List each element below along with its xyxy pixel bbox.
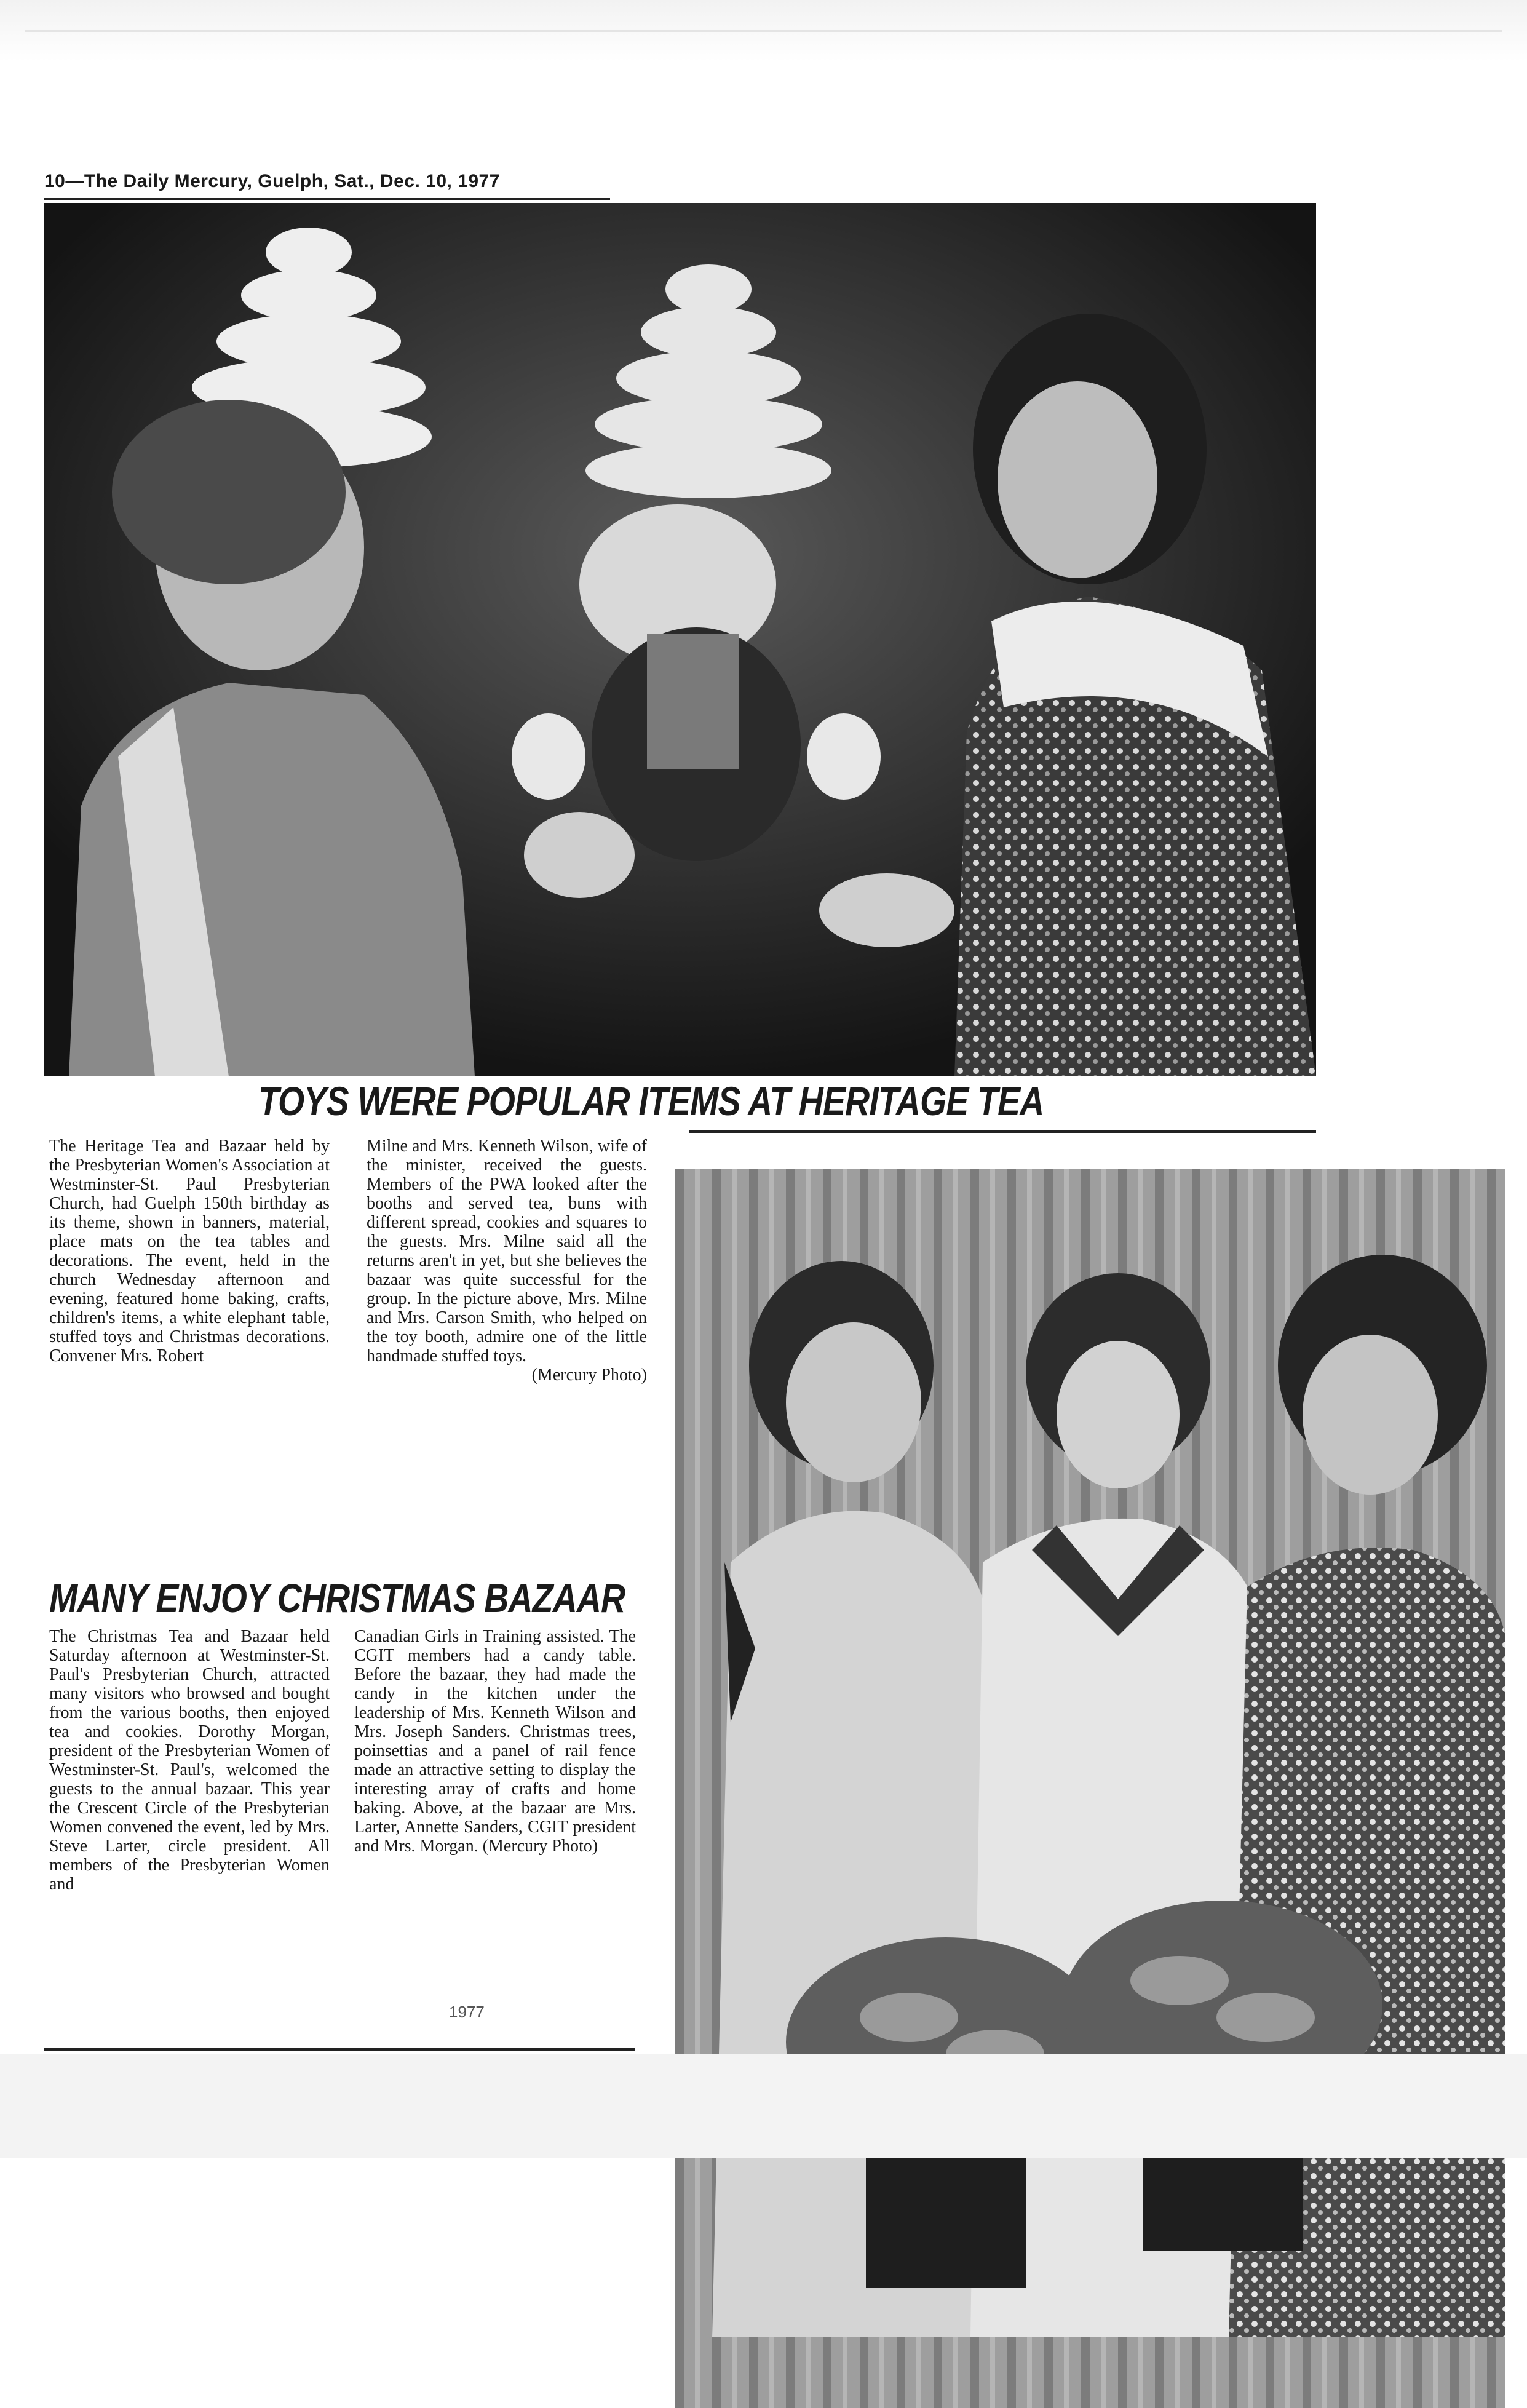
photo-credit: (Mercury Photo) — [531, 1365, 647, 1385]
headline-christmas-bazaar: MANY ENJOY CHRISTMAS BAZAAR — [49, 1575, 625, 1621]
headline-toys-popular: TOYS WERE POPULAR ITEMS AT HERITAGE TEA — [258, 1078, 1044, 1124]
scan-border-bottom — [0, 2054, 1527, 2158]
photo-christmas-bazaar-poinsettias — [675, 1169, 1505, 2408]
bottom-rule — [44, 2048, 635, 2051]
article2-column-2: Canadian Girls in Training assisted. The CGIT members had a candy table. Before the bazaar, they had made the candy in the kitchen under the leadership of Mrs. Kenneth Wilson and Mrs. Joseph Sanders. Christmas trees, poinsettias and a panel of rail fence made an attractive setting to display the interesting array of crafts and home baking. Above, at the bazaar are Mrs. Larter, Annette Sanders, CGIT president and Mrs. Morgan. (Mercury Photo) — [354, 1627, 636, 1856]
photo-heritage-tea-toys — [44, 203, 1316, 1076]
article1-column-1: The Heritage Tea and Bazaar held by the Presbyterian Women's Association at Westminster-St. Paul Presbyterian Church, had Guelph 150th birthday as its theme, shown in banners, material, place mats on the tea tables and decorations. The event, held in the church Wednesday afternoon and evening, featured home baking, crafts, children's items, a white elephant table, stuffed toys and Christmas decorations. Convener Mrs. Robert — [49, 1137, 330, 1365]
article1-column-2-text: Milne and Mrs. Kenneth Wilson, wife of the minister, received the guests. Members of the PWA looked after the booths and served tea, buns with different spread, cookies and squares to the guests. Mrs. Milne said all the returns aren't in yet, but she believes the bazaar was quite successful for the group. In the picture above, Mrs. Milne and Mrs. Carson Smith, who helped on the toy booth, admire one of the little handmade stuffed toys. — [367, 1137, 647, 1365]
article1-column-2 — [367, 1137, 647, 1385]
page-header: 10—The Daily Mercury, Guelph, Sat., Dec. 10, 1977 — [44, 171, 500, 191]
header-rule — [44, 198, 610, 200]
article2-column-1: The Christmas Tea and Bazaar held Saturday afternoon at Westminster-St. Paul's Presbyterian Church, attracted many visitors who browsed and bought from the various booths, then enjoyed tea and cookies. Dorothy Morgan, president of the Presbyterian Women of Westminster-St. Paul's, welcomed the guests to the annual bazaar. This year the Crescent Circle of the Presbyterian Women convened the event, led by Mrs. Steve Larter, circle president. All members of the Presbyterian Women and — [49, 1627, 330, 1894]
scan-border-top — [0, 0, 1527, 62]
handwritten-stamp: 1977 — [449, 2003, 485, 2021]
headline-rule — [689, 1130, 1316, 1133]
